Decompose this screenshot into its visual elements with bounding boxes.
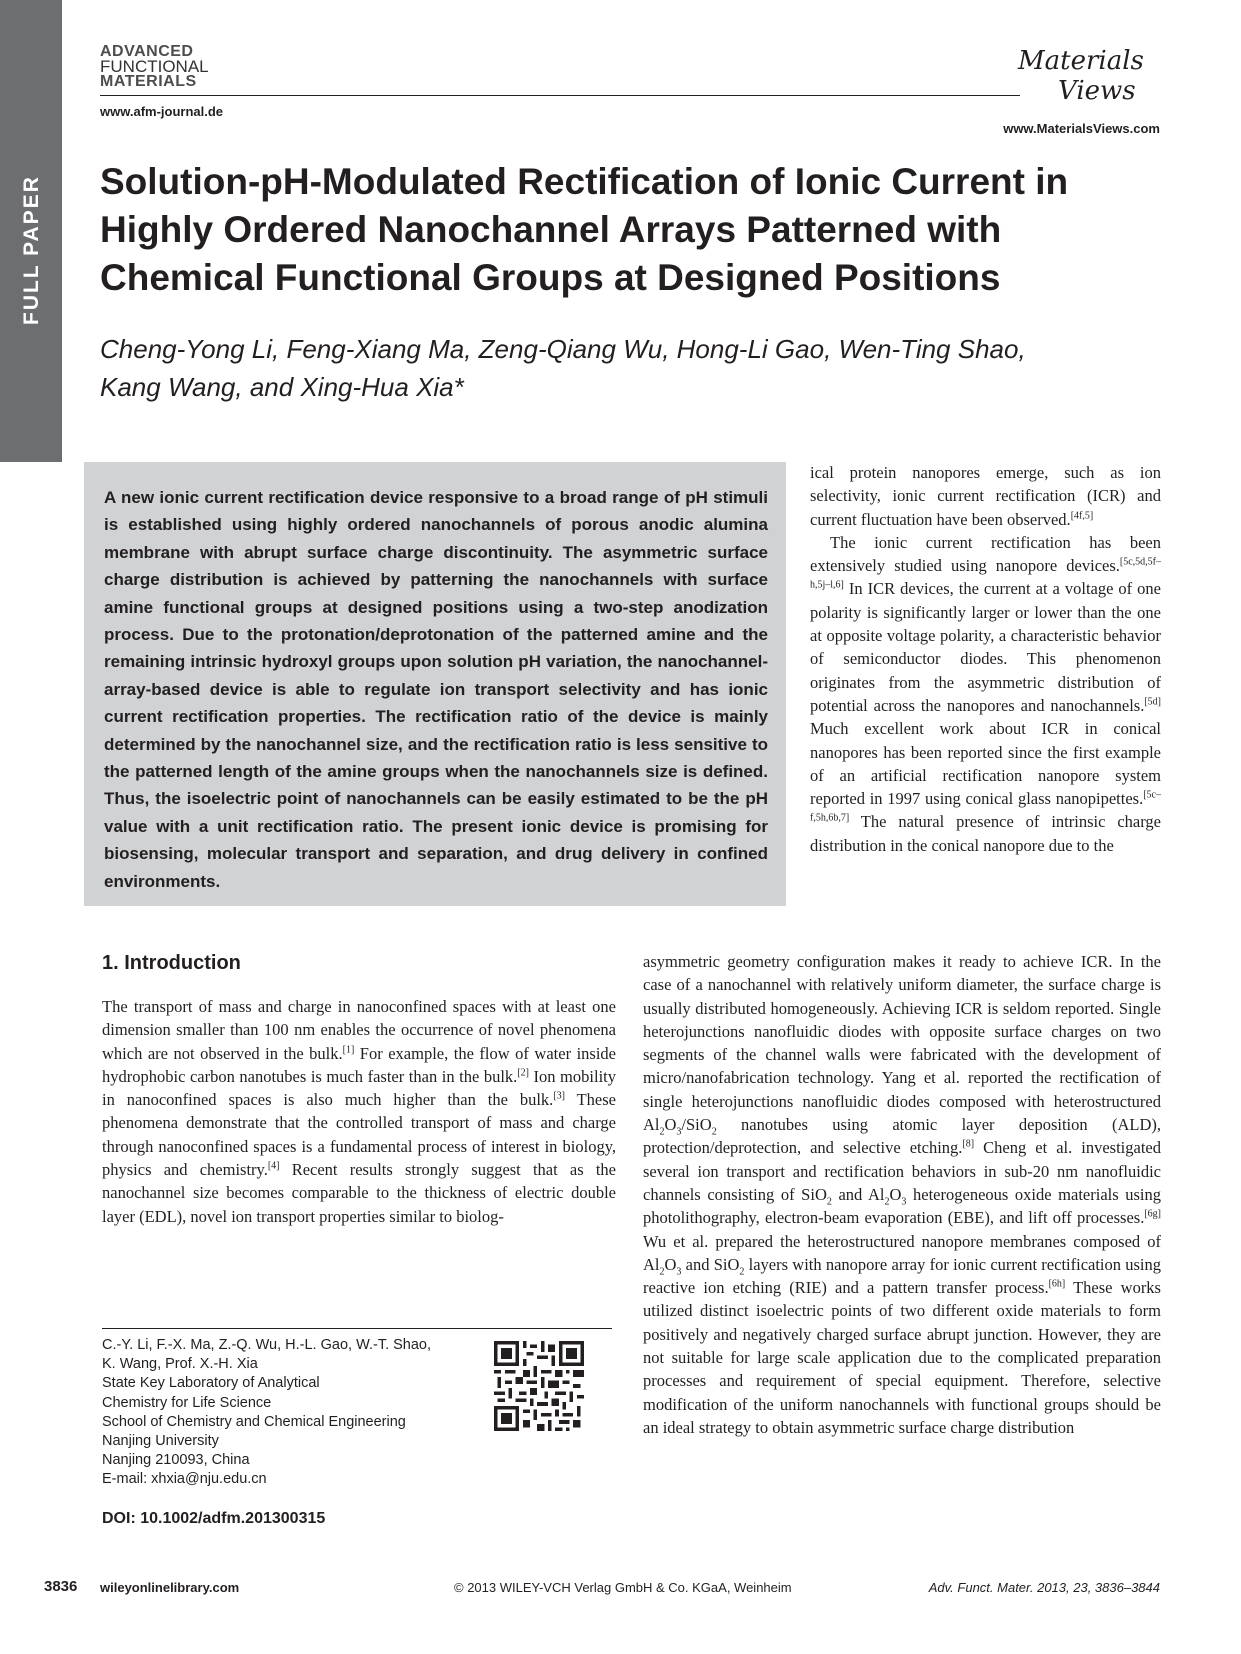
subscript: 2 — [739, 1266, 745, 1278]
publisher-url[interactable]: www.MaterialsViews.com — [1003, 121, 1160, 136]
journal-logo-line: ADVANCED — [100, 43, 194, 60]
subscript: 3 — [901, 1196, 907, 1208]
paragraph — [810, 531, 1161, 857]
paragraph-text: The natural presence of intrinsic charge distribution in the conical nanopore due to the — [810, 812, 1161, 855]
subscript: 3 — [676, 1266, 682, 1278]
paragraph-text: and SiO — [681, 1254, 740, 1274]
citation-ref[interactable]: [6h] — [1048, 1278, 1066, 1290]
citation-ref[interactable]: [8] — [962, 1138, 975, 1150]
paragraph-text: ical protein nanopores emerge, such as ion selectivity, ionic current rectification (ICR) and current fluctuation have been observed. — [810, 463, 1161, 529]
abstract-box — [84, 462, 786, 906]
citation-ref[interactable]: [4f,5] — [1070, 510, 1094, 522]
footer-copyright: © 2013 WILEY-VCH Verlag GmbH & Co. KGaA, Weinheim — [454, 1580, 792, 1595]
journal-logo-line: MATERIALS — [100, 73, 197, 90]
paragraph-text: asymmetric geometry configuration makes it ready to achieve ICR. In the case of a nanochannel with relatively uniform diameter, the surface charge is usually distributed homogeneously. Achieving ICR is seldom reported. Single heterojunctions nanofluidic diodes with opposite surface charges on two segments of the channel walls were fabricated with the development of micro/nanofabrication technology. Yang et al. reported the rectification of single heterojunctions nanofluidic diodes composed with heterostructured Al — [643, 952, 1161, 1135]
journal-logo — [100, 44, 230, 89]
paragraph-text: The ionic current rectification has been extensively studied using nanopore devices. — [810, 532, 1161, 576]
affiliation-line: Nanjing University — [102, 1433, 219, 1450]
subscript: 2 — [659, 1126, 665, 1138]
journal-logo-line: FUNCTIONAL — [100, 57, 209, 76]
affiliation-line: State Key Laboratory of Analytical — [102, 1375, 320, 1392]
publisher-logo-line: Views — [1058, 76, 1136, 106]
footer-site-link[interactable]: wileyonlinelibrary.com — [100, 1580, 240, 1595]
paragraph — [810, 461, 1161, 531]
paragraph-text: These works utilized distinct isoelectric points of two different oxide materials to form positively and negatively charged surface abrupt junction. However, they are not suitable for large scale application due to the complicated preparation processes and requirement of special equipment. Therefore, selective modification of the uniform nanochannels with functional groups should be an ideal strategy to obtain asymmetric surface charge distribution — [643, 1278, 1161, 1437]
citation-ref[interactable]: [2] — [517, 1067, 529, 1079]
subscript: 2 — [884, 1196, 890, 1208]
paragraph-text: The transport of mass and charge in nanoconfined spaces with at least one dimension smaller than 100 nm enables the occurrence of novel phenomena which are not observed in the bulk. — [102, 997, 616, 1063]
citation-ref[interactable]: [5d] — [1144, 696, 1161, 708]
paragraph-text: Much excellent work about ICR in conical nanopores has been reported since the first example of an artificial rectification nanopore system reported in 1997 using conical glass nanopipettes. — [810, 719, 1161, 809]
paragraph — [643, 950, 1161, 1439]
section-side-tab — [0, 0, 62, 462]
right-column-lower — [643, 950, 1161, 1439]
citation-ref[interactable]: [4] — [267, 1160, 280, 1172]
footer-citation: Adv. Funct. Mater. 2013, 23, 3836–3844 — [928, 1580, 1160, 1595]
subscript: 2 — [711, 1126, 717, 1138]
affiliation-email[interactable]: E-mail: xhxia@nju.edu.cn — [102, 1471, 267, 1488]
paragraph-text: and Al — [831, 1184, 885, 1204]
paragraph-text: O — [889, 1184, 902, 1204]
paragraph-text: heterogeneous oxide materials using photolithography, electron-beam evaporation (EBE), and lift off processes. — [643, 1184, 1161, 1228]
footnote-rule — [102, 1328, 612, 1329]
section-label: FULL PAPER — [20, 175, 43, 325]
qr-code-icon[interactable] — [494, 1341, 584, 1431]
left-column — [102, 995, 616, 1228]
doi[interactable]: DOI: 10.1002/adfm.201300315 — [102, 1510, 326, 1527]
paragraph-text: For example, the flow of water inside hydrophobic carbon nanotubes is much faster than in the bulk. — [102, 1043, 616, 1086]
subscript: 3 — [676, 1126, 682, 1138]
paragraph-text: /SiO — [681, 1115, 712, 1135]
paragraph-text: Ion mobility in nanoconfined spaces is also much higher than the bulk. — [102, 1066, 616, 1110]
subscript: 2 — [826, 1196, 832, 1208]
paragraph — [102, 995, 616, 1228]
journal-url[interactable]: www.afm-journal.de — [100, 104, 224, 119]
section-heading: 1. Introduction — [102, 952, 241, 974]
publisher-logo — [1018, 46, 1158, 106]
paragraph-text: These phenomena demonstrate that the controlled transport of mass and charge through nanoconfined spaces is a fundamental process of interest in biology, physics and chemistry. — [102, 1090, 616, 1180]
paragraph-text: O — [664, 1115, 677, 1135]
affiliation-line: Chemistry for Life Science — [102, 1394, 272, 1411]
affiliation-line: School of Chemistry and Chemical Engineering — [102, 1413, 406, 1430]
subscript: 2 — [659, 1266, 665, 1278]
author-line: Kang Wang, and Xing-Hua Xia* — [100, 372, 464, 402]
author-list — [100, 330, 1100, 406]
affiliation-block — [102, 1336, 482, 1490]
right-column-upper — [810, 461, 1161, 857]
article-title: Solution-pH-Modulated Rectification of Ionic Current in Highly Ordered Nanochannel Arrays Patterned with Chemical Functional Groups at Designed Positions — [100, 161, 1069, 298]
publisher-logo-line: Materials — [1018, 46, 1144, 76]
citation-ref[interactable]: [3] — [553, 1090, 565, 1102]
paragraph-text: Recent results strongly suggest that as the nanochannel size becomes comparable to the thickness of electric double layer (EDL), novel ion transport properties similar to biolog- — [102, 1160, 616, 1226]
citation-ref[interactable]: [5c,5d,5f–h,5j–l,6] — [810, 556, 1161, 591]
affiliation-line: Nanjing 210093, China — [102, 1452, 250, 1469]
paragraph-text: Wu et al. prepared the heterostructured nanopore membranes composed of Al — [643, 1231, 1161, 1274]
affiliation-line: K. Wang, Prof. X.-H. Xia — [102, 1356, 258, 1373]
author-line: Cheng-Yong Li, Feng-Xiang Ma, Zeng-Qiang Wu, Hong-Li Gao, Wen-Ting Shao, — [100, 334, 1026, 364]
page-number: 3836 — [44, 1578, 78, 1595]
paragraph-text: O — [664, 1254, 677, 1274]
header-rule — [100, 95, 1020, 96]
citation-ref[interactable]: [6g] — [1144, 1208, 1161, 1220]
affiliation-line: C.-Y. Li, F.-X. Ma, Z.-Q. Wu, H.-L. Gao, W.-T. Shao, — [102, 1337, 432, 1353]
paragraph-text: nanotubes using atomic layer deposition (ALD), protection/deprotection, and selective etching. — [643, 1115, 1161, 1158]
citation-ref[interactable]: [1] — [342, 1044, 355, 1056]
abstract-text: A new ionic current rectification device responsive to a broad range of pH stimuli is established using highly ordered nanochannels of porous anodic alumina membrane with abrupt surface charge discontinuity. The asymmetric surface charge distribution is achieved by patterning the nanochannels with surface amine functional groups at designed positions using a two-step anodization process. Due to the protonation/deprotonation of the patterned amine and the remaining intrinsic hydroxyl groups upon solution pH variation, the nanochannel-array-based device is able to regulate ion transport selectivity and has ionic current rectification properties. The rectification ratio of the device is mainly determined by the nanochannel size, and the rectification ratio is less sensitive to the patterned length of the amine groups when the nanochannels size is defined. Thus, the isoelectric point of nanochannels can be easily estimated to be the pH value with a unit rectification ratio. The present ionic device is promising for biosensing, molecular transport and separation, and drug delivery in confined environments. — [104, 488, 768, 891]
paragraph-text: layers with nanopore array for ionic current rectification using reactive ion etching (RIE) and a pattern transfer process. — [643, 1254, 1161, 1298]
paragraph-text: In ICR devices, the current at a voltage of one polarity is significantly larger or lower than the one at opposite voltage polarity, a characteristic behavior of semiconductor diodes. This phenomenon originates from the asymmetric distribution of potential across the nanopores and nanochannels. — [810, 579, 1161, 715]
paragraph-text: Cheng et al. investigated several ion transport and rectification behaviors in sub-20 nm nanofluidic channels consisting of SiO — [643, 1138, 1161, 1204]
citation-ref[interactable]: [5c–f,5h,6b,7] — [810, 789, 1161, 824]
